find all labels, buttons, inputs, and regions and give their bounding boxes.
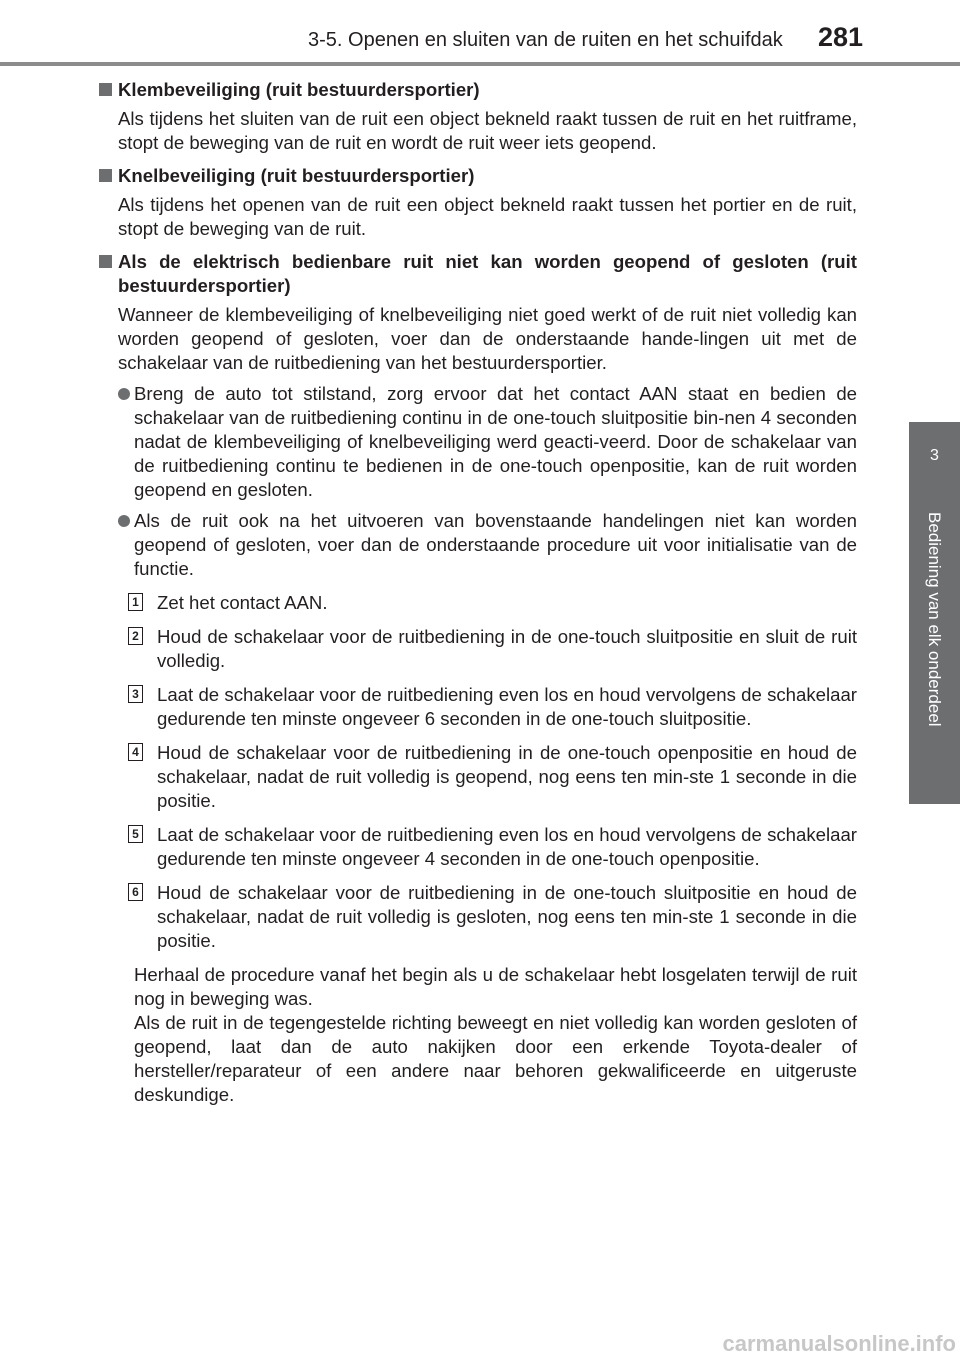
bullet-item xyxy=(134,382,857,502)
closing-line-2: Als de ruit in de tegengestelde richting beweegt en niet volledig kan worden gesloten of geopend, laat dan de auto nakijken door een erkende Toyota-dealer of hersteller/reparateur of een andere naar behoren gekwalificeerde en uitgeruste deskundige. xyxy=(134,1012,857,1105)
step-text: Laat de schakelaar voor de ruitbediening even los en houd vervolgens de schakelaar gedurende ten minste ongeveer 4 seconden in de one-touch openpositie. xyxy=(157,824,857,869)
chapter-side-tab xyxy=(909,422,960,804)
step-text: Laat de schakelaar voor de ruitbediening even los en houd vervolgens de schakelaar gedurende ten minste ongeveer 6 seconden in de one-touch sluitpositie. xyxy=(157,684,857,729)
section-paragraph: Als tijdens het openen van de ruit een object bekneld raakt tussen het portier en de ruit, stopt de beweging van de ruit. xyxy=(118,194,857,239)
step-text: Houd de schakelaar voor de ruitbediening in de one-touch openpositie en houd de schakelaar, nadat de ruit volledig is geopend, nog eens ten min-ste 1 seconde in die positie. xyxy=(157,742,857,811)
bullet-text: Als de ruit ook na het uitvoeren van bovenstaande handelingen niet kan worden geopend of gesloten, voer dan de onderstaande procedure uit voor initialisatie van de functie. xyxy=(134,510,857,579)
procedure-step xyxy=(132,741,857,813)
closing-note xyxy=(134,963,857,1107)
section-paragraph: Als tijdens het sluiten van de ruit een object bekneld raakt tussen de ruit en het ruitframe, stopt de beweging van de ruit en wordt de ruit weer iets geopend. xyxy=(118,108,857,153)
procedure-step xyxy=(132,881,857,953)
bullet-item xyxy=(134,509,857,581)
section-heading-text: Als de elektrisch bedienbare ruit niet kan worden geopend of gesloten (ruit bestuurdersportier) xyxy=(118,251,857,296)
section-heading xyxy=(97,250,857,298)
circle-bullet-icon xyxy=(118,515,130,527)
watermark: carmanualsonline.info xyxy=(722,1331,956,1356)
header-divider xyxy=(0,62,960,66)
closing-line-1: Herhaal de procedure vanaf het begin als u de schakelaar hebt losgelaten terwijl de ruit nog in beweging was. xyxy=(134,964,857,1009)
procedure-step xyxy=(132,683,857,731)
section-heading xyxy=(97,164,857,188)
step-text: Houd de schakelaar voor de ruitbediening in de one-touch sluitpositie en houd de schakelaar, nadat de ruit volledig is gesloten, nog eens ten min-ste 1 seconde in die positie. xyxy=(157,882,857,951)
square-bullet-icon xyxy=(99,255,112,268)
page-number: 281 xyxy=(818,22,864,52)
procedure-step xyxy=(132,823,857,871)
step-text: Houd de schakelaar voor de ruitbediening in de one-touch sluitpositie en sluit de ruit volledig. xyxy=(157,626,857,671)
section-heading-text: Knelbeveiliging (ruit bestuurdersportier) xyxy=(118,165,475,186)
square-bullet-icon xyxy=(99,169,112,182)
step-number-box: 2 xyxy=(128,627,143,645)
header-title: 3-5. Openen en sluiten van de ruiten en het schuifdak xyxy=(308,29,783,51)
procedure-step xyxy=(132,625,857,673)
section-heading xyxy=(97,78,857,102)
chapter-title: Bediening van elk onderdeel xyxy=(925,512,944,727)
square-bullet-icon xyxy=(99,83,112,96)
page-content xyxy=(97,78,857,1107)
section-paragraph: Wanneer de klembeveiliging of knelbeveiliging niet goed werkt of de ruit niet volledig kan worden geopend of gesloten, voer dan de onderstaande hande-lingen uit met de schakelaar van de ruitbediening van het bestuurdersportier. xyxy=(118,304,857,373)
step-number-box: 5 xyxy=(128,825,143,843)
step-number-box: 4 xyxy=(128,743,143,761)
section-heading-text: Klembeveiliging (ruit bestuurdersportier) xyxy=(118,79,480,100)
chapter-number: 3 xyxy=(930,447,939,464)
step-number-box: 1 xyxy=(128,593,143,611)
step-text: Zet het contact AAN. xyxy=(157,592,328,613)
circle-bullet-icon xyxy=(118,388,130,400)
bullet-text: Breng de auto tot stilstand, zorg ervoor dat het contact AAN staat en bedien de schakelaar van de ruitbediening continu in de one-touch sluitpositie bin-nen 4 seconden nadat de klembeveiliging of knelbeveiliging werd geacti-veerd. Door de schakelaar van de ruitbediening continu te bedienen in de one-touch openpositie, kan de ruit worden geopend en gesloten. xyxy=(134,383,857,500)
procedure-step xyxy=(132,591,857,615)
step-number-box: 6 xyxy=(128,883,143,901)
step-number-box: 3 xyxy=(128,685,143,703)
